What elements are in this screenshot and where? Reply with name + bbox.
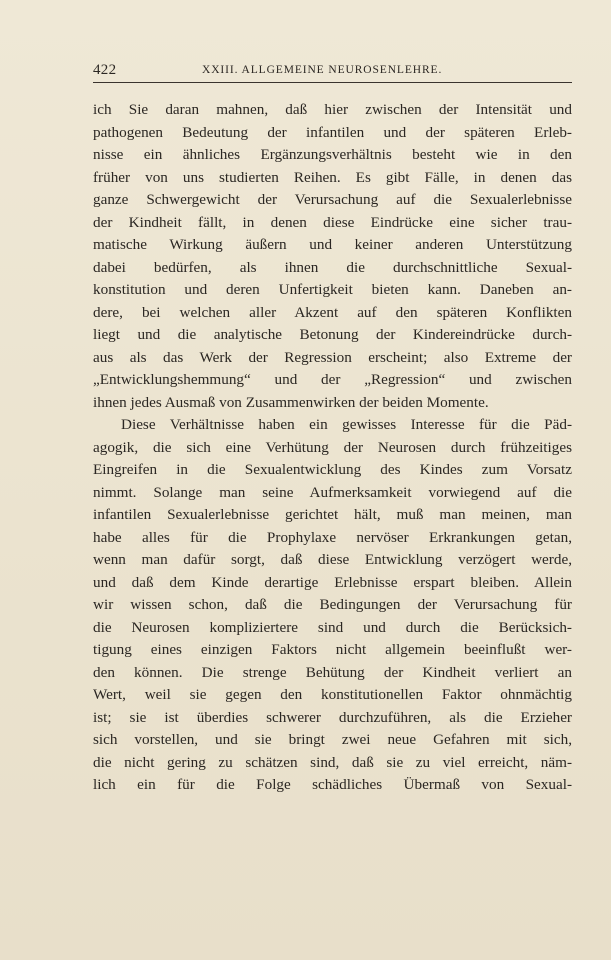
text-line: ihnen jedes Ausmaß von Zusammenwirken der beiden Momente. (93, 393, 489, 411)
text-line: ist; sie ist überdies schwerer durchzuführen, als die Erzieher (93, 708, 572, 726)
text-line: die Neurosen kompliziertere sind und durch die Berücksich- (93, 618, 572, 636)
text-line: nisse ein ähnliches Ergänzungsverhältnis besteht wie in den (93, 146, 572, 163)
header-rule (93, 82, 572, 83)
paragraph-2 (93, 414, 572, 797)
text-line: nimmt. Solange man seine Aufmerksamkeit vorwiegend auf die (93, 483, 572, 501)
body-text (93, 99, 572, 797)
text-line: agogik, die sich eine Verhütung der Neurosen durch frühzeitiges (93, 438, 572, 456)
text-line: ich Sie daran mahnen, daß hier zwischen der Intensität und (93, 101, 572, 118)
text-line: pathogenen Bedeutung der infantilen und der späteren Erleb- (93, 123, 572, 141)
text-line: die nicht gering zu schätzen sind, daß sie zu viel erreicht, näm- (93, 753, 572, 771)
text-line: konstitution und deren Unfertigkeit bieten kann. Daneben an- (93, 281, 572, 298)
text-line: wenn man dafür sorgt, daß diese Entwicklung verzögert werde, (93, 551, 572, 568)
page-number: 422 (93, 62, 117, 78)
text-line: wir wissen schon, daß die Bedingungen der Verursachung für (93, 596, 572, 613)
text-line: aus als das Werk der Regression erscheint; also Extreme der (93, 348, 572, 366)
text-line: liegt und die analytische Betonung der Kindereindrücke durch- (93, 326, 572, 343)
text-line: ganze Schwergewicht der Verursachung auf die Sexualerlebnisse (93, 191, 572, 208)
text-line: den können. Die strenge Behütung der Kindheit verliert an (93, 663, 572, 681)
text-line: lich ein für die Folge schädliches Übermaß von Sexual- (93, 776, 572, 793)
page-header (93, 62, 572, 84)
text-line: dabei bedürfen, als ihnen die durchschnittliche Sexual- (93, 258, 572, 276)
running-head: XXIII. ALLGEMEINE NEUROSENLEHRE. (202, 64, 443, 76)
text-line: tigung eines einzigen Faktors nicht allgemein beeinflußt wer- (93, 641, 572, 658)
text-line: Diese Verhältnisse haben ein gewisses Interesse für die Päd- (121, 416, 572, 433)
text-line: früher von uns studierten Reihen. Es gibt Fälle, in denen das (93, 168, 572, 186)
text-line: Wert, weil sie gegen den konstitutionellen Faktor ohnmächtig (93, 686, 572, 703)
text-line: und daß dem Kinde derartige Erlebnisse erspart bleiben. Allein (93, 573, 572, 591)
text-line: Eingreifen in die Sexualentwicklung des Kindes zum Vorsatz (93, 461, 572, 478)
paragraph-1 (93, 99, 572, 414)
text-line: sich vorstellen, und sie bringt zwei neue Gefahren mit sich, (93, 731, 572, 748)
text-line: „Entwicklungshemmung“ und der „Regression“ und zwischen (93, 371, 572, 388)
text-line: infantilen Sexualerlebnisse gerichtet hält, muß man meinen, man (93, 506, 572, 523)
text-line: der Kindheit fällt, in denen diese Eindrücke eine sicher trau- (93, 213, 572, 231)
text-line: matische Wirkung äußern und keiner anderen Unterstützung (93, 236, 572, 253)
text-line: habe alles für die Prophylaxe nervöser Erkrankungen getan, (93, 528, 572, 546)
text-line: dere, bei welchen aller Akzent auf den späteren Konflikten (93, 303, 572, 321)
